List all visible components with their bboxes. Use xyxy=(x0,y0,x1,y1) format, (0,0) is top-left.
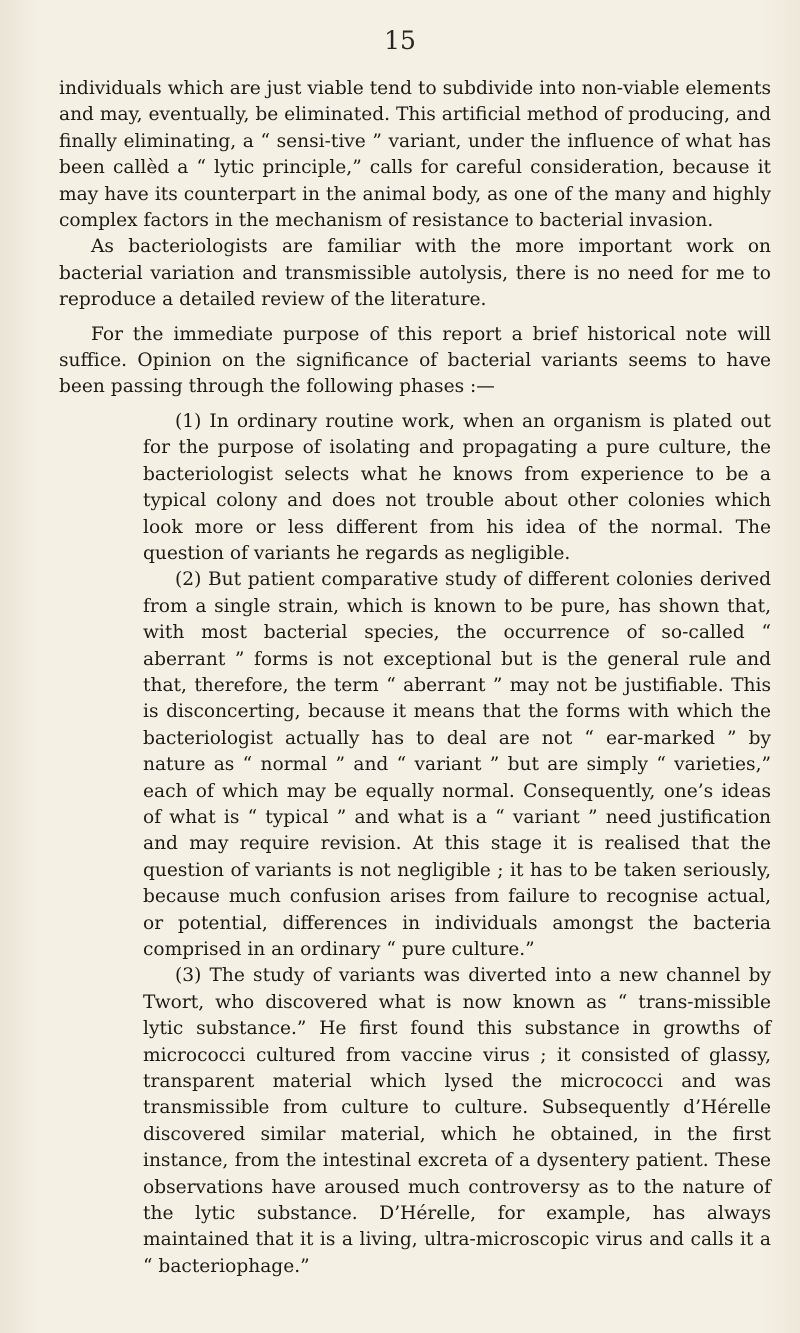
list-item-phase-2: (2) But patient comparative study of different colonies derived from a single strain, which is known to be pure, has shown that, with most bacterial species, the occurrence of so-called “ aberrant ” forms is not exceptional but is the general rule and that, therefore, the term “ aberrant ” may not be justifiable. This is disconcerting, because it means that the forms with which the bacteriologist actually has to deal are not “ ear-marked ” by nature as “ normal ” and “ variant ” but are simply “ varieties,” each of which may be equally normal. Consequently, one’s ideas of what is “ typical ” and what is a “ variant ” need justification and may require revision. At this stage it is realised that the question of variants is not negligible ; it has to be taken seriously, because much confusion arises from failure to recognise actual, or potential, differences in individuals amongst the bacteria comprised in an ordinary “ pure culture.” xyxy=(143,569,771,960)
list-item-phase-1: (1) In ordinary routine work, when an organism is plated out for the purpose of isolating and propagating a pure culture, the bacteriologist selects what he knows from experience to be a typical colony and does not trouble about other colonies which look more or less different from his idea of the normal. The question of variants he regards as negligible. xyxy=(143,410,771,564)
paragraph-variant-elimination: individuals which are just viable tend to subdivide into non-viable elements and may, eventually, be eliminated. This artificial method of producing, and finally eliminating, a “ sensi-tive ” variant, under the influence of what has been callèd a “ lytic principle,” calls for careful consideration, because it may have its counterpart in the animal body, as one of the many and highly complex factors in the mechanism of resistance to bacterial invasion. xyxy=(59,78,771,232)
body-text xyxy=(59,76,771,1280)
phases-list xyxy=(143,409,771,1280)
page-number: 15 xyxy=(384,26,416,55)
paragraph-historical-note: For the immediate purpose of this report a brief historical note will suffice. Opinion on the significance of bacterial variants seems to have been passing through the following phases :— xyxy=(59,323,771,398)
paragraph-literature-review: As bacteriologists are familiar with the more important work on bacterial variation and transmissible autolysis, there is no need for me to reproduce a detailed review of the literature. xyxy=(59,236,771,311)
list-item-phase-3: (3) The study of variants was diverted into a new channel by Twort, who discovered what is now known as “ trans-missible lytic substance.” He first found this substance in growths of micrococci cultured from vaccine virus ; it consisted of glassy, transparent material which lysed the micrococci and was transmissible from culture to culture. Subsequently d’Hérelle discovered similar material, which he obtained, in the first instance, from the intestinal excreta of a dysentery patient. These observations have aroused much controversy as to the nature of the lytic substance. D’Hérelle, for example, has always maintained that it is a living, ultra-microscopic virus and calls it a “ bacteriophage.” xyxy=(143,965,771,1277)
